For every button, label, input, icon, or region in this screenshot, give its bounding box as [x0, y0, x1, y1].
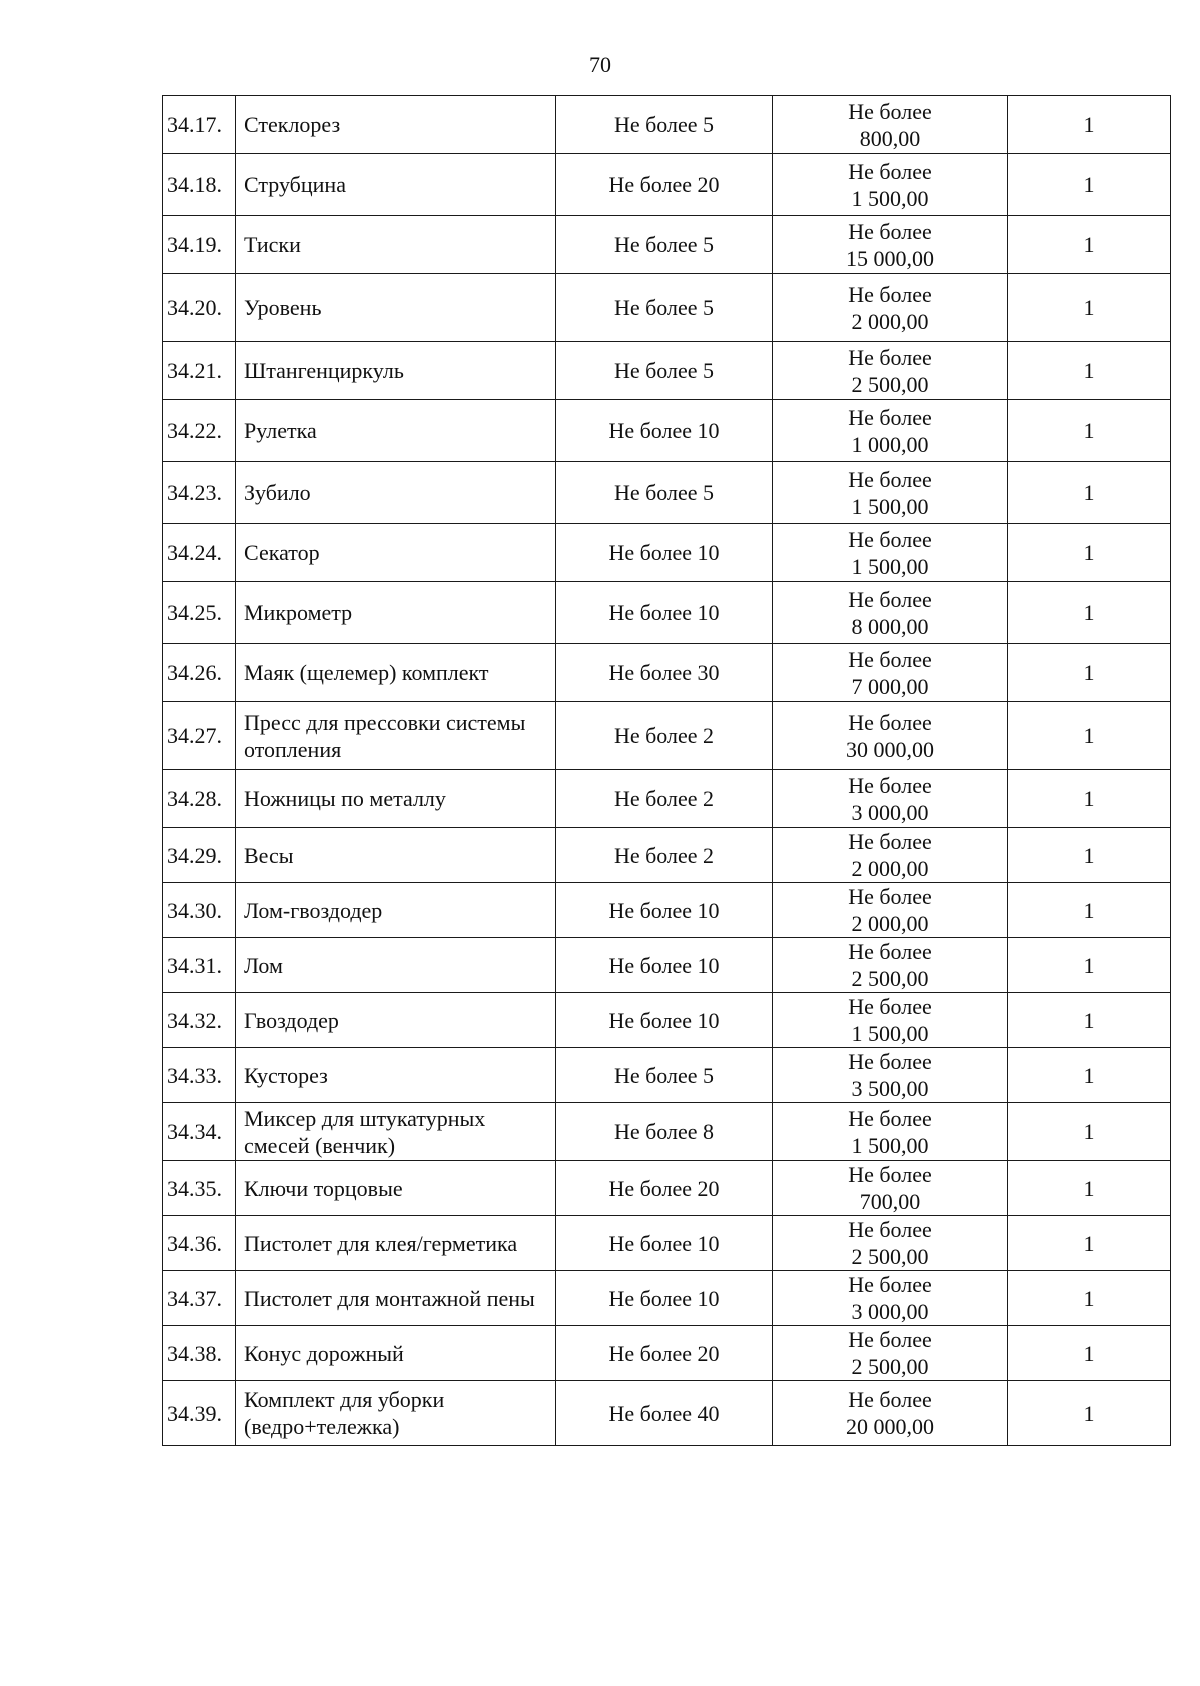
price-value: 3 500,00	[851, 1076, 929, 1101]
table-row	[163, 938, 1171, 993]
price-value: 1 500,00	[851, 553, 929, 579]
item-name-cell: Комплект для уборки (ведро+тележка)	[236, 1381, 556, 1446]
price-value: 30 000,00	[846, 736, 934, 762]
price-value: 1 500,00	[851, 1132, 929, 1158]
item-quantity-cell: Не более 10	[556, 938, 773, 993]
price-prefix: Не более	[848, 1105, 932, 1131]
item-count-cell: 1	[1008, 216, 1171, 274]
item-count-cell: 1	[1008, 938, 1171, 993]
item-price-cell	[773, 274, 1008, 342]
price-value: 2 000,00	[851, 856, 929, 881]
item-count-cell: 1	[1008, 1161, 1171, 1216]
item-name-cell: Маяк (щелемер) комплект	[236, 644, 556, 702]
price-value: 3 000,00	[851, 1299, 929, 1324]
price-prefix: Не более	[848, 829, 932, 854]
item-price-cell	[773, 582, 1008, 644]
item-name-cell: Микрометр	[236, 582, 556, 644]
item-count-cell: 1	[1008, 1326, 1171, 1381]
item-name-cell: Уровень	[236, 274, 556, 342]
item-price-cell	[773, 1048, 1008, 1103]
item-number-cell: 34.17.	[163, 96, 236, 154]
item-name-cell: Весы	[236, 828, 556, 883]
item-number-cell: 34.23.	[163, 462, 236, 524]
table-row	[163, 1216, 1171, 1271]
item-number-cell: 34.39.	[163, 1381, 236, 1446]
price-prefix: Не более	[848, 158, 932, 184]
item-count-cell: 1	[1008, 702, 1171, 770]
table-row	[163, 216, 1171, 274]
item-quantity-cell: Не более 10	[556, 1271, 773, 1326]
price-value: 2 000,00	[851, 308, 929, 334]
table-row	[163, 1271, 1171, 1326]
item-price-cell	[773, 644, 1008, 702]
item-count-cell: 1	[1008, 770, 1171, 828]
table-row	[163, 828, 1171, 883]
price-prefix: Не более	[848, 1327, 932, 1352]
item-quantity-cell: Не более 5	[556, 342, 773, 400]
item-number-cell: 34.26.	[163, 644, 236, 702]
item-count-cell: 1	[1008, 828, 1171, 883]
item-count-cell: 1	[1008, 883, 1171, 938]
table-row	[163, 1326, 1171, 1381]
item-number-cell: 34.31.	[163, 938, 236, 993]
item-quantity-cell: Не более 10	[556, 524, 773, 582]
item-price-cell	[773, 96, 1008, 154]
item-name-cell: Пистолет для монтажной пены	[236, 1271, 556, 1326]
item-number-cell: 34.30.	[163, 883, 236, 938]
item-number-cell: 34.25.	[163, 582, 236, 644]
table-row	[163, 1103, 1171, 1161]
item-number-cell: 34.28.	[163, 770, 236, 828]
item-quantity-cell: Не более 20	[556, 1161, 773, 1216]
table-row	[163, 1381, 1171, 1446]
item-quantity-cell: Не более 5	[556, 462, 773, 524]
table-row	[163, 582, 1171, 644]
item-price-cell	[773, 1216, 1008, 1271]
price-prefix: Не более	[848, 772, 932, 798]
price-prefix: Не более	[848, 884, 932, 909]
item-price-cell	[773, 1381, 1008, 1446]
table-row	[163, 462, 1171, 524]
price-prefix: Не более	[848, 466, 932, 492]
equipment-table	[162, 95, 1171, 1446]
price-value: 1 500,00	[851, 493, 929, 519]
table-row	[163, 400, 1171, 462]
price-value: 15 000,00	[846, 245, 934, 271]
item-price-cell	[773, 883, 1008, 938]
item-price-cell	[773, 993, 1008, 1048]
item-quantity-cell: Не более 5	[556, 1048, 773, 1103]
item-price-cell	[773, 154, 1008, 216]
price-value: 2 500,00	[851, 966, 929, 991]
price-value: 1 000,00	[851, 431, 929, 457]
item-quantity-cell: Не более 40	[556, 1381, 773, 1446]
price-prefix: Не более	[848, 218, 932, 244]
item-name-cell: Миксер для штукатурных смесей (венчик)	[236, 1103, 556, 1161]
item-count-cell: 1	[1008, 1103, 1171, 1161]
price-prefix: Не более	[848, 1049, 932, 1074]
item-number-cell: 34.29.	[163, 828, 236, 883]
item-quantity-cell: Не более 5	[556, 216, 773, 274]
item-count-cell: 1	[1008, 1048, 1171, 1103]
item-price-cell	[773, 1271, 1008, 1326]
item-quantity-cell: Не более 10	[556, 993, 773, 1048]
item-price-cell	[773, 342, 1008, 400]
item-price-cell	[773, 1161, 1008, 1216]
price-prefix: Не более	[848, 939, 932, 964]
price-prefix: Не более	[848, 646, 932, 672]
item-count-cell: 1	[1008, 1271, 1171, 1326]
item-quantity-cell: Не более 20	[556, 1326, 773, 1381]
table-row	[163, 154, 1171, 216]
table-row	[163, 993, 1171, 1048]
item-count-cell: 1	[1008, 582, 1171, 644]
item-name-cell: Штангенциркуль	[236, 342, 556, 400]
price-value: 7 000,00	[851, 673, 929, 699]
table-row	[163, 1161, 1171, 1216]
item-price-cell	[773, 524, 1008, 582]
item-name-cell: Ножницы по металлу	[236, 770, 556, 828]
price-value: 2 500,00	[851, 1354, 929, 1379]
item-number-cell: 34.32.	[163, 993, 236, 1048]
price-prefix: Не более	[848, 994, 932, 1019]
price-value: 8 000,00	[851, 613, 929, 639]
table-row	[163, 96, 1171, 154]
item-number-cell: 34.37.	[163, 1271, 236, 1326]
item-quantity-cell: Не более 10	[556, 582, 773, 644]
table-body	[163, 96, 1171, 1446]
price-prefix: Не более	[848, 1387, 932, 1412]
price-prefix: Не более	[848, 586, 932, 612]
item-count-cell: 1	[1008, 644, 1171, 702]
item-quantity-cell: Не более 5	[556, 274, 773, 342]
item-number-cell: 34.38.	[163, 1326, 236, 1381]
item-count-cell: 1	[1008, 1381, 1171, 1446]
item-price-cell	[773, 1326, 1008, 1381]
item-quantity-cell: Не более 10	[556, 883, 773, 938]
item-price-cell	[773, 216, 1008, 274]
item-quantity-cell: Не более 5	[556, 96, 773, 154]
item-price-cell	[773, 462, 1008, 524]
item-count-cell: 1	[1008, 462, 1171, 524]
price-value: 20 000,00	[846, 1414, 934, 1439]
item-number-cell: 34.19.	[163, 216, 236, 274]
table-row	[163, 524, 1171, 582]
item-number-cell: 34.36.	[163, 1216, 236, 1271]
item-count-cell: 1	[1008, 96, 1171, 154]
item-name-cell: Секатор	[236, 524, 556, 582]
item-count-cell: 1	[1008, 342, 1171, 400]
item-name-cell: Пистолет для клея/герметика	[236, 1216, 556, 1271]
item-name-cell: Рулетка	[236, 400, 556, 462]
item-number-cell: 34.21.	[163, 342, 236, 400]
item-quantity-cell: Не более 2	[556, 702, 773, 770]
price-prefix: Не более	[848, 1217, 932, 1242]
table-row	[163, 770, 1171, 828]
item-quantity-cell: Не более 30	[556, 644, 773, 702]
price-prefix: Не более	[848, 344, 932, 370]
item-price-cell	[773, 828, 1008, 883]
item-quantity-cell: Не более 10	[556, 400, 773, 462]
item-quantity-cell: Не более 10	[556, 1216, 773, 1271]
item-name-cell: Зубило	[236, 462, 556, 524]
item-number-cell: 34.20.	[163, 274, 236, 342]
table-row	[163, 342, 1171, 400]
item-name-cell: Стеклорез	[236, 96, 556, 154]
item-number-cell: 34.33.	[163, 1048, 236, 1103]
price-prefix: Не более	[848, 709, 932, 735]
item-name-cell: Лом	[236, 938, 556, 993]
item-quantity-cell: Не более 2	[556, 828, 773, 883]
item-price-cell	[773, 702, 1008, 770]
page-number: 70	[589, 52, 611, 77]
item-number-cell: 34.35.	[163, 1161, 236, 1216]
item-number-cell: 34.24.	[163, 524, 236, 582]
item-price-cell	[773, 770, 1008, 828]
price-value: 2 500,00	[851, 1244, 929, 1269]
item-quantity-cell: Не более 8	[556, 1103, 773, 1161]
table-row	[163, 1048, 1171, 1103]
price-prefix: Не более	[848, 281, 932, 307]
price-value: 1 500,00	[851, 185, 929, 211]
price-prefix: Не более	[848, 526, 932, 552]
item-name-cell: Струбцина	[236, 154, 556, 216]
price-prefix: Не более	[848, 1272, 932, 1297]
item-price-cell	[773, 938, 1008, 993]
price-value: 800,00	[859, 125, 921, 151]
price-prefix: Не более	[848, 98, 932, 124]
item-number-cell: 34.34.	[163, 1103, 236, 1161]
item-quantity-cell: Не более 2	[556, 770, 773, 828]
price-value: 2 500,00	[851, 371, 929, 397]
price-prefix: Не более	[848, 1162, 932, 1187]
item-name-cell: Тиски	[236, 216, 556, 274]
price-value: 700,00	[859, 1189, 921, 1214]
item-number-cell: 34.22.	[163, 400, 236, 462]
item-quantity-cell: Не более 20	[556, 154, 773, 216]
item-count-cell: 1	[1008, 524, 1171, 582]
item-name-cell: Гвоздодер	[236, 993, 556, 1048]
item-name-cell: Ключи торцовые	[236, 1161, 556, 1216]
item-count-cell: 1	[1008, 993, 1171, 1048]
item-number-cell: 34.18.	[163, 154, 236, 216]
item-name-cell: Лом-гвоздодер	[236, 883, 556, 938]
price-prefix: Не более	[848, 404, 932, 430]
price-value: 1 500,00	[851, 1021, 929, 1046]
item-price-cell	[773, 400, 1008, 462]
item-count-cell: 1	[1008, 154, 1171, 216]
item-name-cell: Кусторез	[236, 1048, 556, 1103]
item-count-cell: 1	[1008, 1216, 1171, 1271]
table-row	[163, 274, 1171, 342]
table-row	[163, 644, 1171, 702]
price-value: 2 000,00	[851, 911, 929, 936]
item-number-cell: 34.27.	[163, 702, 236, 770]
item-name-cell: Пресс для прессовки системы отопления	[236, 702, 556, 770]
item-count-cell: 1	[1008, 400, 1171, 462]
table-row	[163, 702, 1171, 770]
item-name-cell: Конус дорожный	[236, 1326, 556, 1381]
table-row	[163, 883, 1171, 938]
price-value: 3 000,00	[851, 799, 929, 825]
item-count-cell: 1	[1008, 274, 1171, 342]
item-price-cell	[773, 1103, 1008, 1161]
